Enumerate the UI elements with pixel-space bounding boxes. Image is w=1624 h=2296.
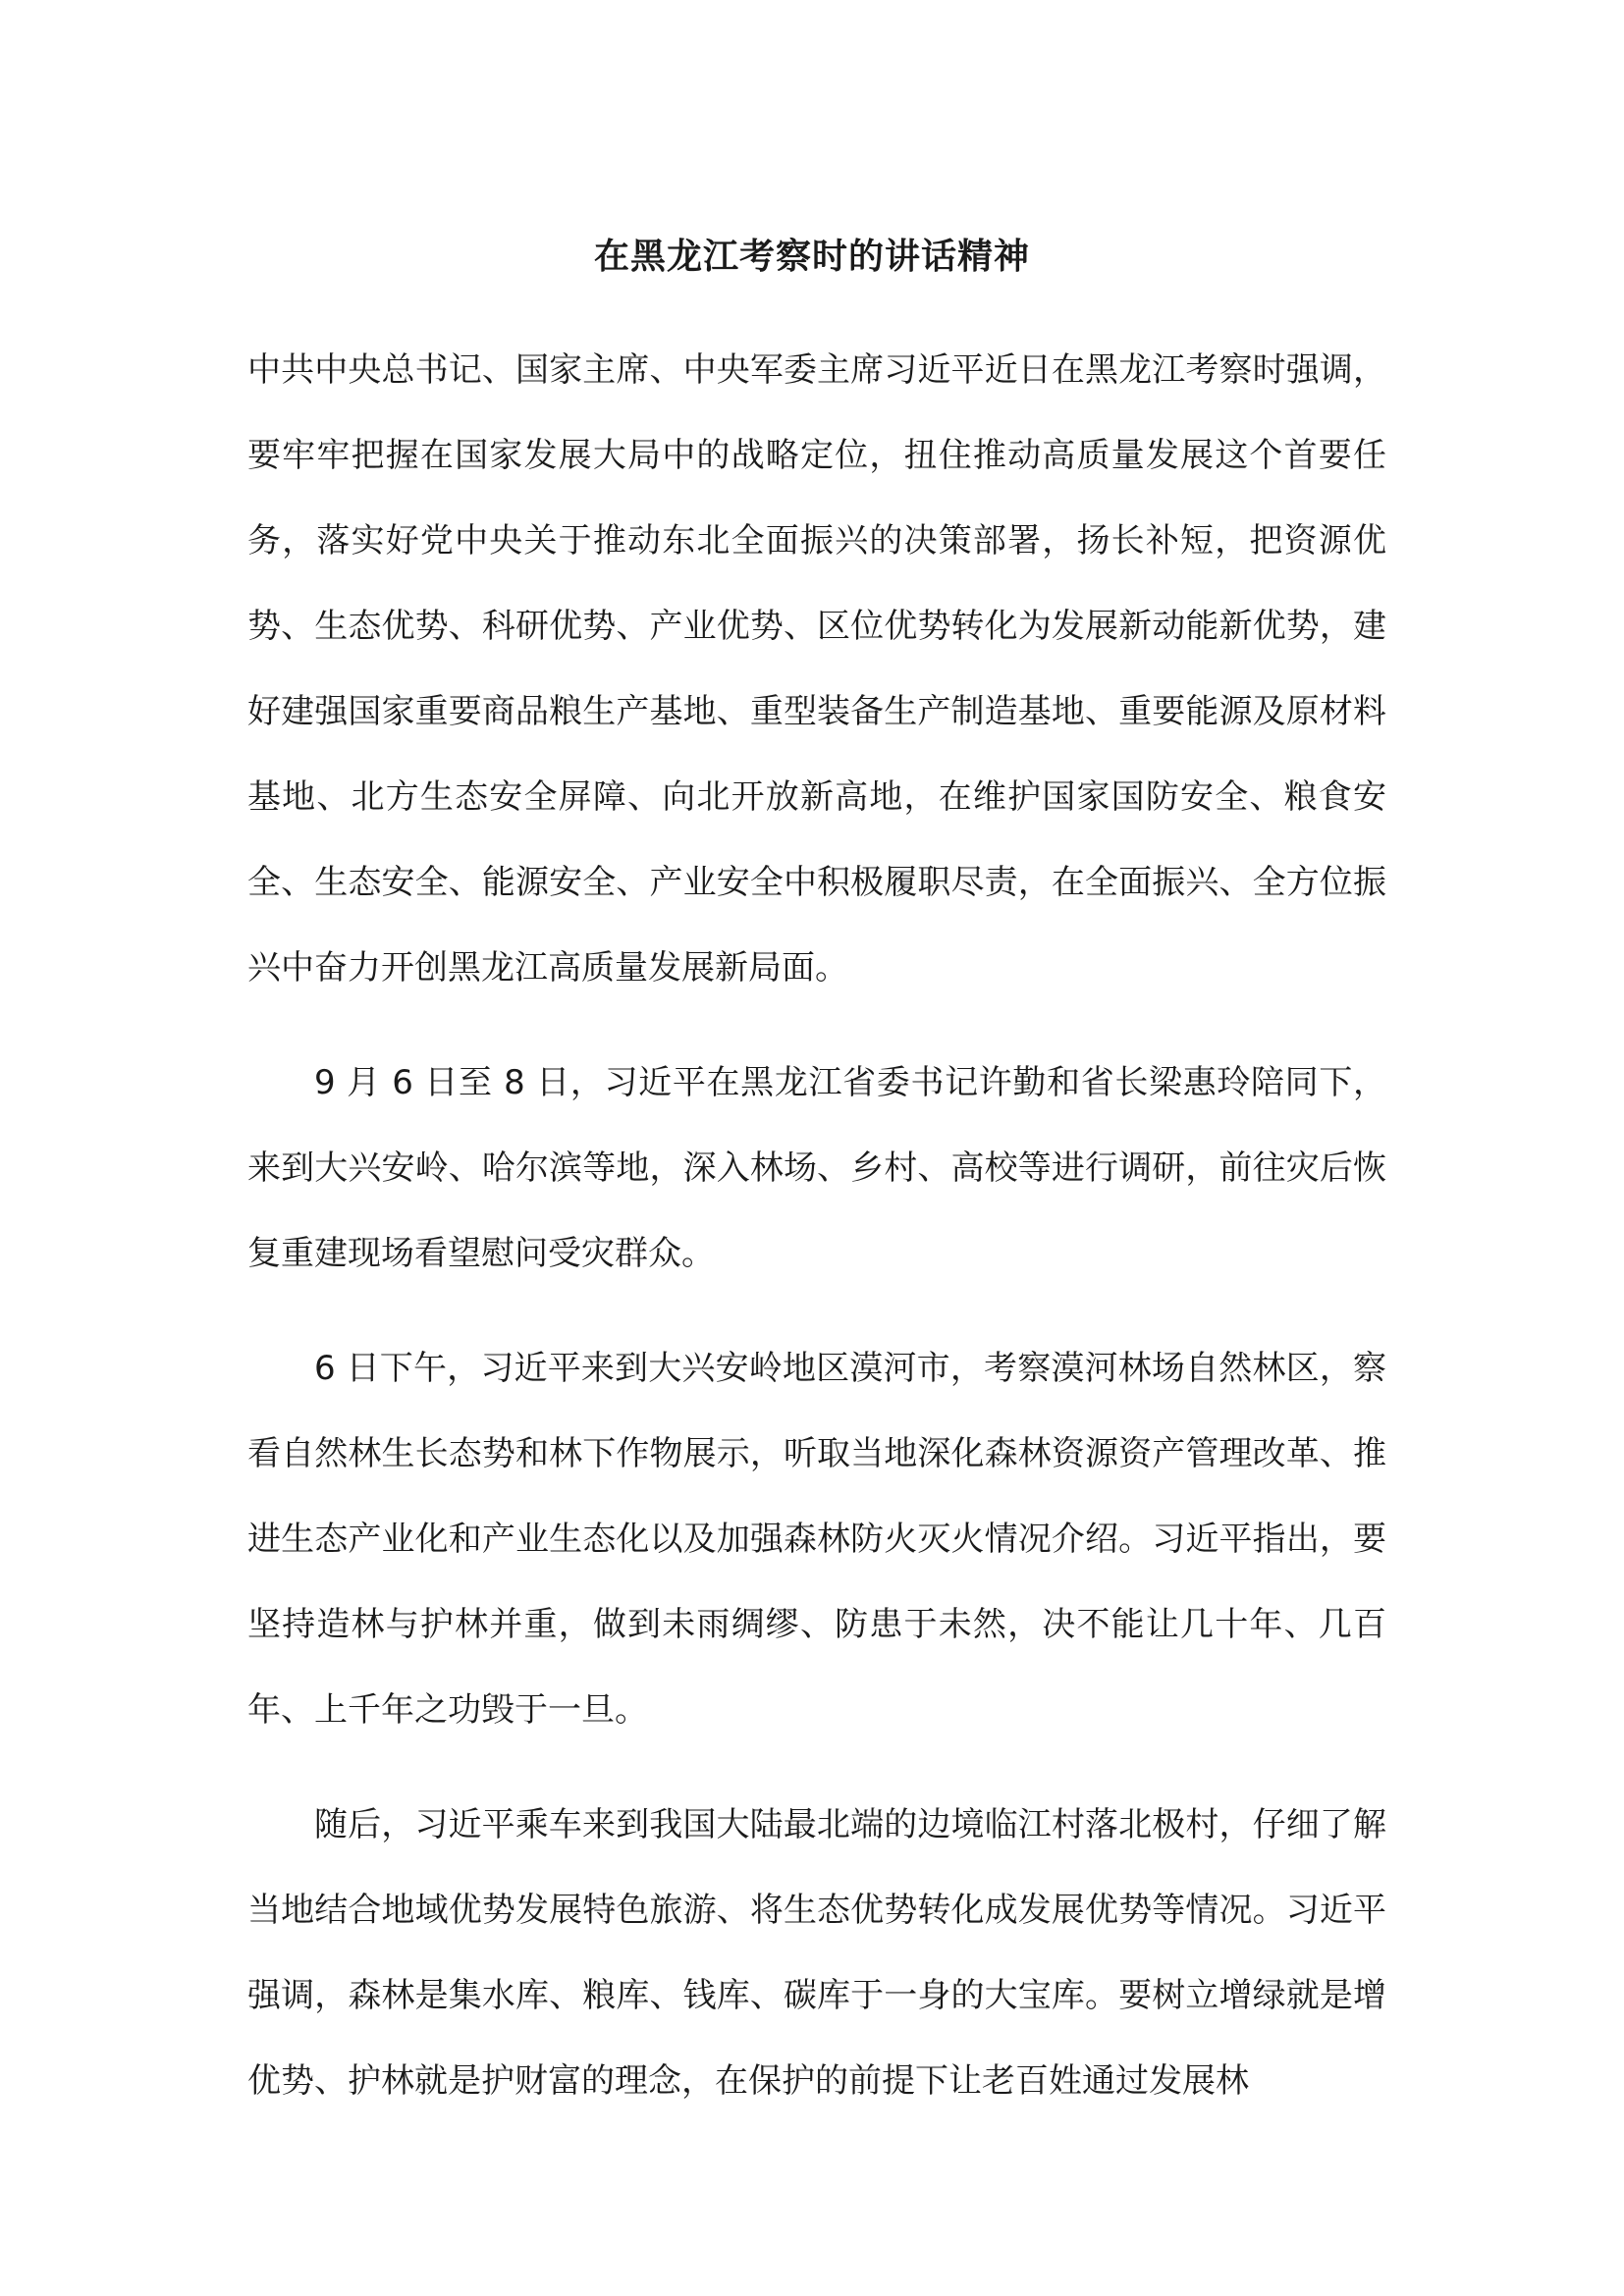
document-body <box>247 328 1386 2154</box>
paragraph-3: 6 日下午，习近平来到大兴安岭地区漠河市，考察漠河林场自然林区，察看自然林生长态势和林下作物展示，听取当地深化森林资源资产管理改革、推进生态产业化和产业生态化以及加强森林防火灭火情况介绍。习近平指出，要坚持造林与护林并重，做到未雨绸缪、防患于未然，决不能让几十年、几百年、上千年之功毁于一旦。 <box>247 1349 1386 1730</box>
paragraph-4: 随后，习近平乘车来到我国大陆最北端的边境临江村落北极村，仔细了解当地结合地域优势发展特色旅游、将生态优势转化成发展优势等情况。习近平强调，森林是集水库、粮库、钱库、碳库于一身的大宝库。要树立增绿就是增优势、护林就是护财富的理念，在保护的前提下让老百姓通过发展林 <box>247 1805 1386 2101</box>
document-title: 在黑龙江考察时的讲话精神 <box>593 237 1030 277</box>
paragraph-1: 中共中央总书记、国家主席、中央军委主席习近平近日在黑龙江考察时强调，要牢牢把握在国家发展大局中的战略定位，扭住推动高质量发展这个首要任务，落实好党中央关于推动东北全面振兴的决策部署，扬长补短，把资源优势、生态优势、科研优势、产业优势、区位优势转化为发展新动能新优势，建好建强国家重要商品粮生产基地、重型装备生产制造基地、重要能源及原材料基地、北方生态安全屏障、向北开放新高地，在维护国家国防安全、粮食安全、生态安全、能源安全、产业安全中积极履职尽责，在全面振兴、全方位振兴中奋力开创黑龙江高质量发展新局面。 <box>247 350 1386 988</box>
paragraph-2: 9 月 6 日至 8 日，习近平在黑龙江省委书记许勤和省长梁惠玲陪同下，来到大兴安岭、哈尔滨等地，深入林场、乡村、高校等进行调研，前往灾后恢复重建现场看望慰问受灾群众。 <box>247 1063 1386 1273</box>
